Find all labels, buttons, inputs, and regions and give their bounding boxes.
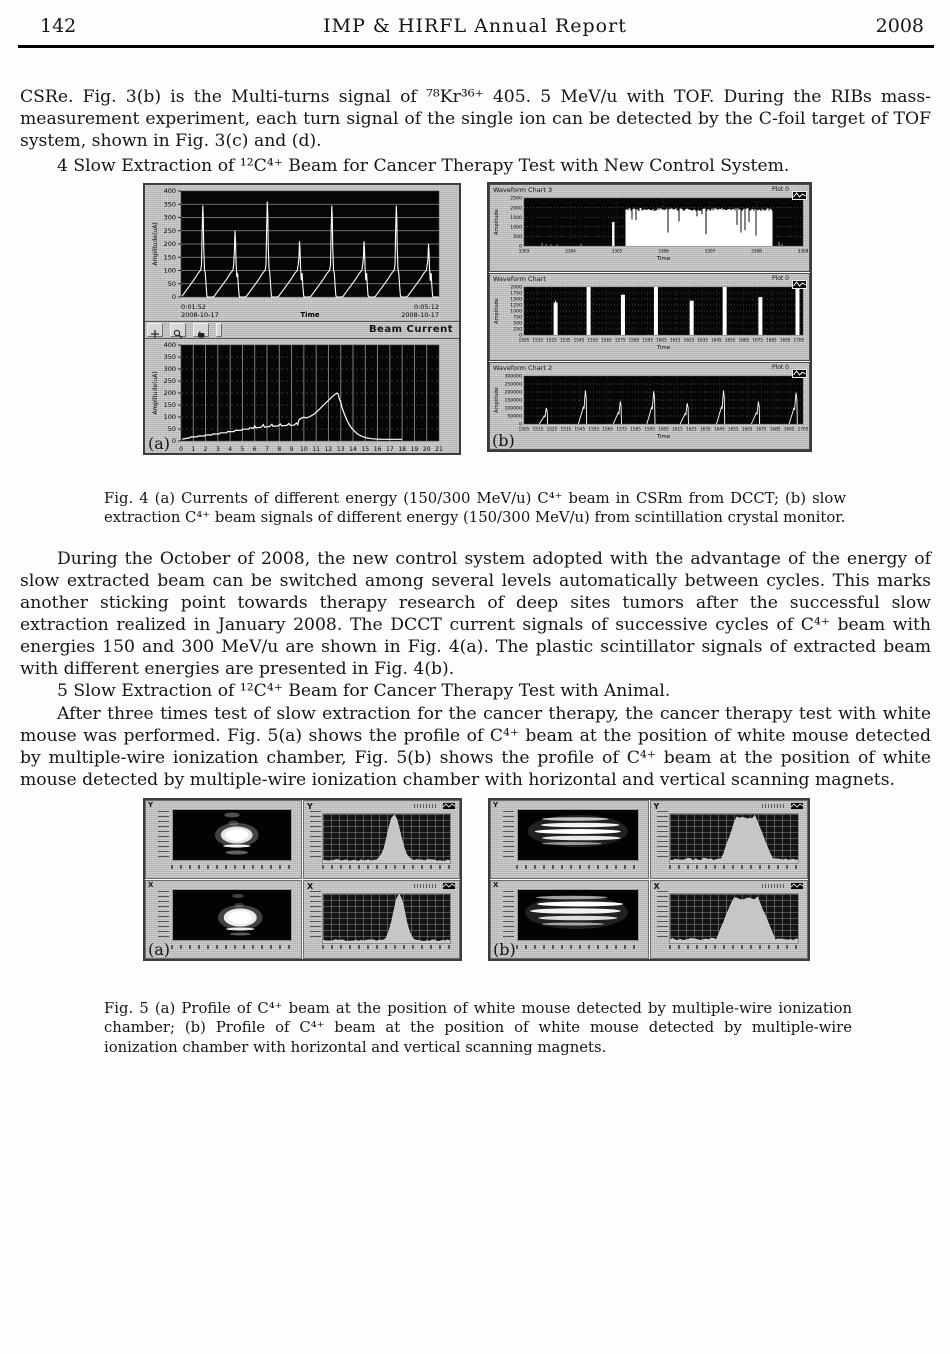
paragraph-october-2008: During the October of 2008, the new control system adopted with the advantage of the energy of slow extracted beam can be switched among several levels automatically between cycles. This marks another sticking point towards therapy research of deep sites tumors after the successful slow extraction realized in January 2008. The DCCT current signals of successive cycles of C⁴⁺ beam with energies 150 and 300 MeV/u are shown in Fig. 4(a). The plastic scintillator signals of extracted beam with different energies are presented in Fig. 4(b).: [20, 549, 931, 680]
svg-text:150: 150: [163, 253, 176, 262]
mini-legend-text: [762, 884, 786, 888]
panel-title: Waveform Chart 2: [493, 364, 553, 372]
beam-profile-histogram-panel: [650, 880, 809, 959]
svg-text:2500: 2500: [510, 196, 522, 202]
subfigure-label-b: (b): [492, 431, 515, 450]
svg-text:400: 400: [163, 341, 176, 350]
svg-text:100: 100: [163, 266, 176, 275]
subfigure-label-a: (a): [148, 434, 171, 453]
svg-text:1625: 1625: [683, 337, 695, 343]
beam-spot-image-panel: [490, 800, 649, 879]
svg-text:0: 0: [171, 293, 176, 302]
svg-text:0: 0: [519, 422, 522, 428]
svg-text:0: 0: [171, 437, 176, 446]
x-tick-labels: [669, 865, 800, 869]
svg-text:250000: 250000: [504, 382, 522, 388]
svg-text:250: 250: [163, 226, 176, 235]
svg-text:Time: Time: [656, 345, 671, 351]
x-tick-labels: [322, 945, 451, 949]
y-tick-labels: [503, 811, 514, 860]
svg-text:1695: 1695: [783, 426, 795, 432]
svg-text:1585: 1585: [628, 337, 640, 343]
svg-text:10: 10: [300, 446, 308, 453]
plot-legend-icon: [792, 369, 807, 378]
x-tick-labels: [322, 865, 451, 869]
svg-text:1635: 1635: [700, 426, 711, 432]
svg-text:1515: 1515: [532, 337, 544, 343]
mini-legend-text: [762, 804, 786, 808]
svg-text:1000: 1000: [510, 309, 522, 315]
svg-text:3307: 3307: [704, 248, 716, 254]
svg-text:1575: 1575: [614, 337, 626, 343]
svg-text:1250: 1250: [510, 303, 522, 309]
svg-text:1705: 1705: [793, 337, 805, 343]
svg-text:1625: 1625: [686, 426, 697, 432]
svg-text:50: 50: [167, 279, 176, 288]
svg-text:500: 500: [513, 235, 522, 241]
svg-text:4: 4: [228, 446, 233, 453]
svg-text:1535: 1535: [559, 337, 571, 343]
svg-text:250: 250: [513, 327, 522, 333]
figure-4b-scintillator-signals: [487, 182, 812, 452]
svg-text:1750: 1750: [510, 291, 522, 297]
svg-text:350: 350: [163, 200, 176, 209]
svg-text:1705: 1705: [797, 426, 809, 432]
svg-text:16: 16: [373, 446, 382, 453]
histogram-plot-area: [669, 893, 800, 944]
panel-title: Waveform Chart: [493, 275, 546, 283]
svg-text:0: 0: [519, 244, 522, 250]
axis-label-y: Y: [653, 802, 660, 811]
svg-text:400: 400: [163, 187, 176, 196]
svg-text:3308: 3308: [751, 248, 762, 254]
svg-text:1585: 1585: [630, 426, 641, 432]
svg-text:1665: 1665: [741, 426, 753, 432]
svg-text:5: 5: [240, 446, 245, 453]
figure-4-caption: Fig. 4 (a) Currents of different energy (150/300 MeV/u) C⁴⁺ beam in CSRm from DCCT; (b) slow extraction C⁴⁺ beam signals of different energy (150/300 MeV/u) from scintillation crystal monitor.: [104, 489, 846, 527]
beam-current-label: Beam Current: [368, 324, 453, 335]
svg-text:2000: 2000: [510, 285, 522, 291]
plot-legend-icon: [790, 882, 804, 890]
x-tick-labels: [516, 945, 639, 949]
dcct-cycles-chart: [145, 185, 463, 317]
svg-text:50000: 50000: [507, 414, 522, 420]
svg-text:1525: 1525: [546, 337, 557, 343]
svg-text:1500: 1500: [510, 215, 522, 221]
plot-legend-icon: [442, 882, 456, 890]
svg-text:1505: 1505: [518, 337, 530, 343]
svg-text:1655: 1655: [727, 426, 739, 432]
svg-text:200: 200: [163, 389, 176, 398]
svg-text:12: 12: [324, 446, 333, 453]
svg-text:2008-10-17: 2008-10-17: [401, 311, 439, 317]
svg-text:Amplitude(uA): Amplitude(uA): [152, 222, 159, 266]
svg-text:19: 19: [410, 446, 419, 453]
svg-text:1635: 1635: [697, 337, 709, 343]
svg-text:6: 6: [252, 446, 257, 453]
subfigure-label-b: (b): [493, 940, 516, 959]
svg-text:1645: 1645: [711, 337, 722, 343]
svg-text:3303: 3303: [518, 248, 530, 254]
beam-image-area: [517, 809, 639, 861]
graph-tool-crosshair-button: [147, 323, 163, 337]
svg-text:1615: 1615: [672, 426, 683, 432]
svg-text:18: 18: [398, 446, 406, 453]
axis-label-x: X: [493, 881, 499, 889]
graph-tool-pan-hand-button: [193, 323, 209, 337]
svg-text:1645: 1645: [713, 426, 725, 432]
svg-text:15: 15: [361, 446, 370, 453]
svg-text:3304: 3304: [565, 248, 576, 254]
axis-label-y: Y: [307, 802, 313, 811]
svg-text:1685: 1685: [766, 337, 777, 343]
x-tick-labels: [171, 945, 292, 949]
svg-text:1565: 1565: [601, 337, 612, 343]
svg-text:0: 0: [179, 446, 183, 453]
svg-text:0:05:12: 0:05:12: [413, 303, 439, 311]
svg-text:1575: 1575: [616, 426, 627, 432]
svg-text:Time: Time: [300, 311, 320, 317]
histogram-plot-area: [322, 893, 451, 944]
plot-legend-icon: [792, 280, 807, 289]
x-tick-labels: [669, 945, 800, 949]
figure-4a-dcct-currents: [143, 183, 461, 455]
svg-text:1675: 1675: [752, 337, 763, 343]
histogram-plot-area: [669, 813, 800, 864]
axis-label-y: Y: [148, 801, 154, 809]
y-tick-labels: [158, 811, 169, 860]
svg-text:200: 200: [163, 240, 176, 249]
beam-profile-histogram-panel: [303, 880, 460, 959]
axis-label-x: X: [307, 882, 314, 891]
page-number: 142: [40, 15, 77, 37]
svg-text:350: 350: [163, 353, 176, 362]
svg-text:3: 3: [215, 446, 220, 453]
svg-text:150: 150: [163, 401, 176, 410]
svg-text:11: 11: [312, 446, 320, 453]
svg-text:20: 20: [422, 446, 431, 453]
svg-text:3309: 3309: [797, 248, 809, 254]
figure-5a-beam-profile: [143, 798, 462, 961]
subfigure-label-a: (a): [148, 940, 171, 959]
beam-current-chart: [145, 339, 463, 463]
svg-text:1535: 1535: [560, 426, 572, 432]
report-year: 2008: [875, 15, 924, 37]
svg-text:21: 21: [435, 446, 443, 453]
svg-text:1685: 1685: [769, 426, 781, 432]
svg-text:750: 750: [513, 315, 522, 321]
svg-text:3306: 3306: [658, 248, 669, 254]
beam-image-area: [517, 889, 639, 941]
x-tick-labels: [516, 865, 639, 869]
x-tick-labels: [171, 865, 292, 869]
header-rule: [18, 45, 934, 48]
mini-legend-text: [414, 884, 438, 888]
histogram-plot-area: [322, 813, 451, 864]
svg-text:100: 100: [163, 413, 176, 422]
svg-text:250: 250: [163, 377, 176, 386]
svg-text:1605: 1605: [658, 426, 669, 432]
panel-title: Waveform Chart 3: [493, 186, 553, 194]
svg-text:1: 1: [191, 446, 196, 453]
axis-label-x: X: [653, 882, 660, 891]
svg-text:150000: 150000: [504, 398, 522, 404]
beam-profile-histogram-panel: [650, 800, 809, 879]
svg-text:2008-10-17: 2008-10-17: [181, 311, 219, 317]
svg-text:1655: 1655: [724, 337, 736, 343]
svg-text:Amplitude: Amplitude: [494, 298, 500, 324]
paragraph-white-mouse: After three times test of slow extraction for the cancer therapy, the cancer therapy test with white mouse was performed. Fig. 5(a) shows the profile of C⁴⁺ beam at the position of white mouse detected by multiple-wire ionization chamber, Fig. 5(b) shows the profile of C⁴⁺ beam at the position of white mouse detected by multiple-wire ionization chamber with horizontal and vertical scanning magnets.: [20, 704, 931, 791]
svg-text:Amplitude: Amplitude: [494, 209, 500, 235]
svg-text:1000: 1000: [510, 225, 522, 231]
svg-text:8: 8: [277, 446, 282, 453]
waveform-chart-panel-1: [489, 273, 810, 361]
plot-legend-icon: [790, 802, 804, 810]
plot-legend-label: Plot 0: [771, 364, 789, 371]
report-title: IMP & HIRFL Annual Report: [323, 15, 627, 37]
svg-text:7: 7: [265, 446, 269, 453]
svg-text:50: 50: [167, 425, 176, 434]
svg-text:1695: 1695: [779, 337, 791, 343]
svg-text:1565: 1565: [602, 426, 614, 432]
paragraph-csre-tof: CSRe. Fig. 3(b) is the Multi-turns signal of ⁷⁸Kr³⁶⁺ 405. 5 MeV/u with TOF. During the RIBs mass-measurement experiment, each turn signal of the single ion can be detected by the C-foil target of TOF system, shown in Fig. 3(c) and (d).: [20, 87, 931, 152]
section-heading-4: 4 Slow Extraction of ¹²C⁴⁺ Beam for Cancer Therapy Test with New Control System.: [57, 156, 790, 177]
waveform-chart-panel-0: [489, 184, 810, 272]
svg-text:200000: 200000: [504, 390, 522, 396]
svg-text:1665: 1665: [738, 337, 750, 343]
waveform-chart-panel-2: [489, 362, 810, 450]
svg-text:1505: 1505: [518, 426, 530, 432]
svg-text:1555: 1555: [587, 337, 599, 343]
svg-text:3305: 3305: [611, 248, 623, 254]
figure-5b-beam-profile-scanned: [488, 798, 810, 961]
svg-text:Amplitude(uA): Amplitude(uA): [152, 371, 159, 415]
svg-text:2000: 2000: [510, 206, 522, 212]
svg-text:1555: 1555: [588, 426, 600, 432]
y-tick-labels: [657, 811, 668, 860]
svg-text:0: 0: [519, 333, 522, 339]
svg-text:0:01:52: 0:01:52: [181, 303, 207, 311]
plot-legend-icon: [792, 191, 807, 200]
svg-text:1515: 1515: [532, 426, 544, 432]
svg-text:100000: 100000: [504, 406, 522, 412]
graph-toolbar: [145, 321, 459, 339]
svg-text:300: 300: [163, 213, 176, 222]
mini-legend-text: [414, 804, 438, 808]
svg-text:17: 17: [386, 446, 394, 453]
section-heading-5: 5 Slow Extraction of ¹²C⁴⁺ Beam for Cancer Therapy Test with Animal.: [57, 681, 671, 702]
plot-legend-icon: [442, 802, 456, 810]
svg-text:1545: 1545: [573, 337, 585, 343]
svg-text:14: 14: [349, 446, 357, 453]
plot-legend-label: Plot 0: [771, 275, 789, 282]
svg-text:9: 9: [289, 446, 294, 453]
svg-text:1545: 1545: [574, 426, 586, 432]
svg-text:500: 500: [513, 321, 522, 327]
y-tick-labels: [657, 891, 668, 940]
svg-text:300: 300: [163, 365, 176, 374]
svg-text:Time: Time: [656, 434, 671, 440]
svg-text:13: 13: [336, 446, 345, 453]
beam-spot-image-panel: [145, 800, 302, 879]
beam-profile-histogram-panel: [303, 800, 460, 879]
graph-tool-zoom-button: [170, 323, 186, 337]
toolbar-separator: [216, 323, 222, 337]
beam-image-area: [172, 889, 292, 941]
svg-text:1615: 1615: [669, 337, 681, 343]
svg-text:300000: 300000: [504, 374, 522, 380]
svg-text:1500: 1500: [510, 297, 522, 303]
figure-5-caption: Fig. 5 (a) Profile of C⁴⁺ beam at the position of white mouse detected by multiple-wire ionization chamber; (b) Profile of C⁴⁺ beam at the position of white mouse detected by multiple-wire ionization chamber with horizontal and vertical scanning magnets.: [104, 999, 852, 1056]
svg-text:Amplitude: Amplitude: [494, 387, 500, 413]
beam-image-area: [172, 809, 292, 861]
axis-label-y: Y: [493, 801, 499, 809]
svg-text:1675: 1675: [755, 426, 767, 432]
svg-text:1525: 1525: [546, 426, 558, 432]
y-tick-labels: [158, 891, 169, 940]
svg-text:1595: 1595: [642, 337, 654, 343]
y-tick-labels: [503, 891, 514, 940]
svg-text:Time: Time: [656, 256, 671, 262]
y-tick-labels: [310, 891, 321, 940]
axis-label-x: X: [148, 881, 154, 889]
svg-text:2: 2: [203, 446, 208, 453]
y-tick-labels: [310, 811, 321, 860]
svg-text:1605: 1605: [656, 337, 667, 343]
plot-legend-label: Plot 0: [771, 186, 789, 193]
svg-text:1595: 1595: [644, 426, 655, 432]
